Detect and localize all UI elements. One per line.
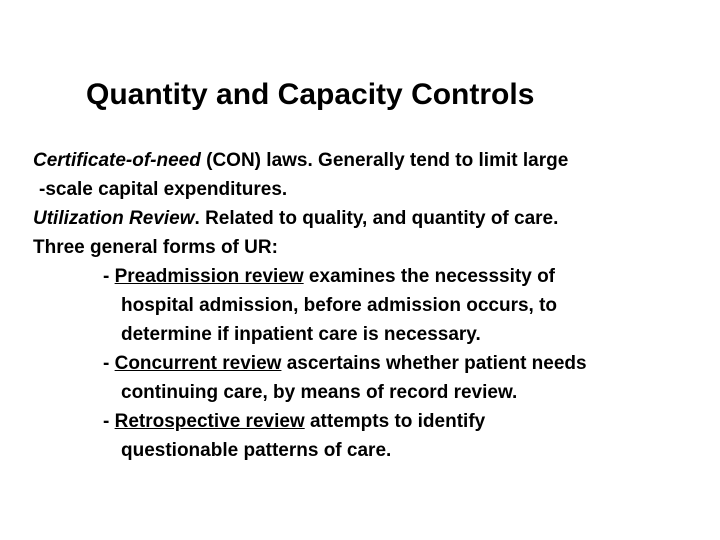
retrospective-line [33, 407, 717, 436]
forms-heading: Three general forms of UR: [33, 237, 278, 258]
preadmission-line [33, 262, 717, 291]
concurrent-dash: - [103, 353, 115, 374]
preadmission-line-3: determine if inpatient care is necessary. [121, 324, 481, 345]
concurrent-term: Concurrent review [114, 353, 282, 374]
slide-title: Quantity and Capacity Controls [86, 78, 535, 111]
concurrent-text: ascertains whether patient needs [281, 353, 587, 374]
preadmission-text: examines the necesssity of [303, 266, 555, 287]
retrospective-line-2: questionable patterns of care. [121, 440, 392, 461]
ur-term: Utilization Review [33, 208, 195, 229]
ur-text: . Related to quality, and quantity of care. [194, 208, 559, 229]
retrospective-text: attempts to identify [304, 411, 486, 432]
retrospective-dash: - [103, 411, 115, 432]
slide-body [33, 146, 717, 465]
con-text: (CON) laws. Generally tend to limit large [200, 150, 569, 171]
concurrent-line-2: continuing care, by means of record review. [121, 382, 518, 403]
preadmission-dash: - [103, 266, 115, 287]
preadmission-line-2: hospital admission, before admission occurs, to [121, 295, 558, 316]
con-continuation: -scale capital expenditures. [39, 179, 288, 200]
ur-line [33, 204, 717, 233]
preadmission-term: Preadmission review [114, 266, 304, 287]
con-term: Certificate-of-need [33, 150, 201, 171]
retrospective-term: Retrospective review [114, 411, 305, 432]
con-line [33, 146, 717, 175]
concurrent-line [33, 349, 717, 378]
